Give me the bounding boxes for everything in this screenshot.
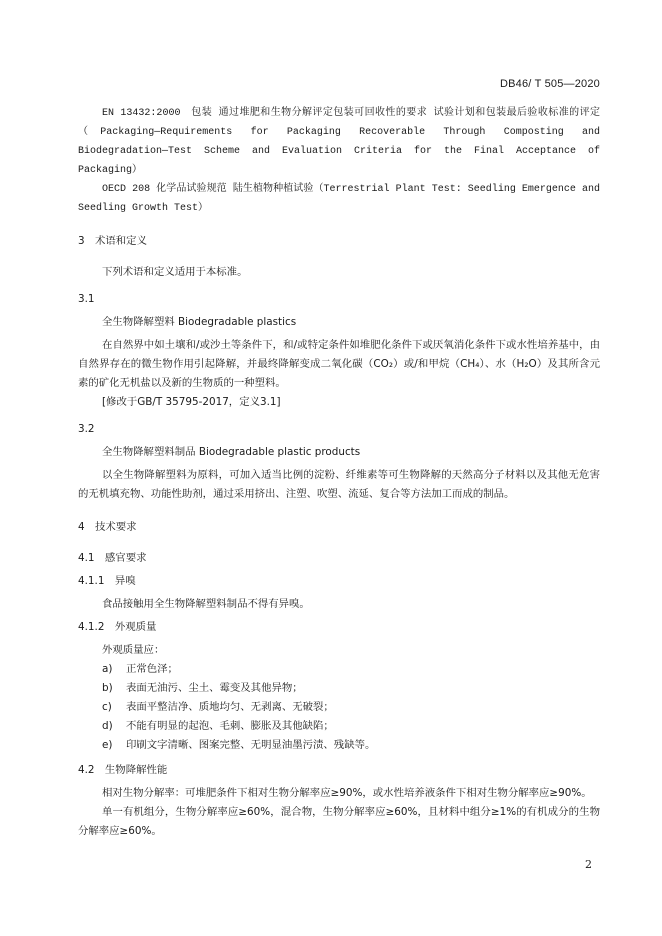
list-item bbox=[78, 698, 600, 717]
section-4-1-2-intro: 外观质量应： bbox=[102, 644, 165, 656]
page-content bbox=[78, 104, 600, 841]
clause-3-2-term: 全生物降解塑料制品 Biodegradable plastic products bbox=[102, 446, 361, 458]
standard-code: DB46/ T 505—2020 bbox=[499, 78, 600, 90]
section-4-2-heading: 4.2 生物降解性能 bbox=[78, 764, 168, 776]
list-item-text: 正常色泽； bbox=[126, 663, 178, 675]
list-item bbox=[78, 679, 600, 698]
clause-3-1-term: 全生物降解塑料 Biodegradable plastics bbox=[102, 316, 297, 328]
section-4-1-1-text: 食品接触用全生物降解塑料制品不得有异嗅。 bbox=[102, 598, 310, 610]
list-item-label: d) bbox=[102, 720, 113, 732]
section-4-2-para-1: 相对生物分解率：可堆肥条件下相对生物分解率应≥90%，或水性培养液条件下相对生物分解率应≥90%。 bbox=[102, 787, 592, 799]
appearance-list bbox=[78, 660, 600, 755]
list-item-label: a) bbox=[102, 663, 113, 675]
section-3-heading: 3 术语和定义 bbox=[78, 235, 147, 247]
list-item-label: c) bbox=[102, 701, 112, 713]
clause-3-2-number: 3.2 bbox=[78, 423, 95, 435]
list-item-label: b) bbox=[102, 682, 113, 694]
list-item bbox=[78, 736, 600, 755]
section-4-heading: 4 技术要求 bbox=[78, 521, 137, 533]
list-item bbox=[78, 717, 600, 736]
section-4-1-2-heading: 4.1.2 外观质量 bbox=[78, 621, 157, 633]
clause-3-1-number: 3.1 bbox=[78, 293, 95, 305]
section-3-intro: 下列术语和定义适用于本标准。 bbox=[102, 266, 248, 278]
clause-3-1-note: [修改于GB/T 35795-2017，定义3.1] bbox=[102, 396, 281, 408]
reference-en13432: EN 13432:2000 包装 通过堆肥和生物分解评定包装可回收性的要求 试验计划和包装最后验收标准的评定（Packaging—Requirements for Packaging Recoverable Through Composting and Biodegradation—Test Scheme and Evaluation Criteria for the Final Acceptance of Packaging） bbox=[78, 108, 600, 176]
list-item-text: 表面无油污、尘土、霉变及其他异物； bbox=[126, 682, 303, 694]
list-item-text: 表面平整洁净、质地均匀、无剥离、无破裂； bbox=[126, 701, 334, 713]
section-4-1-heading: 4.1 感官要求 bbox=[78, 552, 147, 564]
section-4-1-1-heading: 4.1.1 异嗅 bbox=[78, 575, 136, 587]
list-item bbox=[78, 660, 600, 679]
clause-3-1-definition: 在自然界中如土壤和/或沙土等条件下，和/或特定条件如堆肥化条件下或厌氧消化条件下或水性培养基中，由自然界存在的微生物作用引起降解，并最终降解变成二氧化碳（CO₂）或/和甲烷（CH₄）、水（H₂O）及其所含元素的矿化无机盐以及新的生物质的一种塑料。 bbox=[78, 339, 600, 389]
page-number: 2 bbox=[585, 858, 592, 871]
reference-oecd208: OECD 208 化学品试验规范 陆生植物种植试验（Terrestrial Plant Test: Seedling Emergence and Seedling Growth Test） bbox=[78, 184, 600, 214]
section-4-2-para-2: 单一有机组分，生物分解率应≥60%，混合物，生物分解率应≥60%，且材料中组分≥1%的有机成分的生物分解率应≥60%。 bbox=[78, 806, 600, 837]
list-item-text: 印刷文字清晰、图案完整、无明显油墨污渍、残缺等。 bbox=[126, 739, 376, 751]
list-item-text: 不能有明显的起泡、毛刺、膨胀及其他缺陷； bbox=[126, 720, 334, 732]
list-item-label: e) bbox=[102, 739, 113, 751]
clause-3-2-definition: 以全生物降解塑料为原料，可加入适当比例的淀粉、纤维素等可生物降解的天然高分子材料以及其他无危害的无机填充物、功能性助剂，通过采用挤出、注塑、吹塑、流延、复合等方法加工而成的制品。 bbox=[78, 469, 600, 500]
